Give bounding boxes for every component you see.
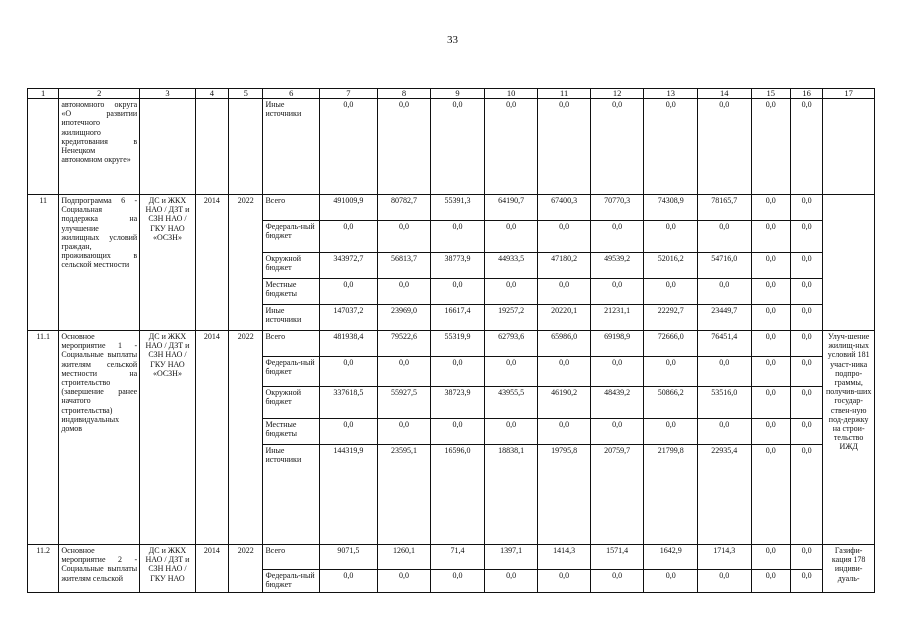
- amount-cell: 65986,0: [538, 331, 591, 357]
- amount-cell: 0,0: [751, 419, 790, 445]
- column-number: 14: [698, 89, 752, 99]
- item-number: 11.1: [28, 331, 59, 545]
- start-year: 2014: [195, 331, 228, 545]
- start-year: [195, 99, 228, 195]
- amount-cell: 43955,5: [484, 387, 538, 419]
- start-year: 2014: [195, 195, 228, 331]
- expected-result: Улуч-шение жилищ-ных условий 181 участ-ника подпро-граммы, получив-ших государ-ствен-ную под-держку на строи-тельство ИЖД: [823, 331, 875, 545]
- funding-source: Местные бюджеты: [263, 419, 320, 445]
- executor: ДС и ЖКХ НАО / ДЗТ и СЗН НАО / ГКУ НАО «ОСЗН»: [140, 331, 196, 545]
- amount-cell: 0,0: [751, 99, 790, 195]
- amount-cell: 0,0: [538, 99, 591, 195]
- column-number: 5: [229, 89, 263, 99]
- amount-cell: 56813,7: [377, 253, 431, 279]
- amount-cell: 0,0: [644, 99, 698, 195]
- amount-cell: 0,0: [790, 195, 822, 221]
- column-number: 12: [590, 89, 644, 99]
- amount-cell: 1714,3: [698, 545, 752, 570]
- item-number: 11.2: [28, 545, 59, 593]
- amount-cell: 16617,4: [431, 305, 485, 331]
- amount-cell: 0,0: [751, 221, 790, 253]
- amount-cell: 21799,8: [644, 445, 698, 545]
- amount-cell: 0,0: [320, 279, 378, 305]
- amount-cell: 47180,2: [538, 253, 591, 279]
- expected-result: [823, 99, 875, 195]
- amount-cell: 0,0: [590, 279, 644, 305]
- funding-source: Местные бюджеты: [263, 279, 320, 305]
- amount-cell: 1642,9: [644, 545, 698, 570]
- amount-cell: 0,0: [538, 357, 591, 387]
- funding-source: Федераль-ный бюджет: [263, 357, 320, 387]
- amount-cell: 46190,2: [538, 387, 591, 419]
- amount-cell: 0,0: [484, 221, 538, 253]
- column-number: 16: [790, 89, 822, 99]
- column-number: 10: [484, 89, 538, 99]
- funding-source: Всего: [263, 545, 320, 570]
- amount-cell: 21231,1: [590, 305, 644, 331]
- amount-cell: 0,0: [590, 221, 644, 253]
- funding-source: Федераль-ный бюджет: [263, 570, 320, 593]
- amount-cell: 55319,9: [431, 331, 485, 357]
- column-number: 17: [823, 89, 875, 99]
- amount-cell: 23595,1: [377, 445, 431, 545]
- amount-cell: 49539,2: [590, 253, 644, 279]
- amount-cell: 0,0: [751, 279, 790, 305]
- item-title: автономного округа «О развитии ипотечного жилищного кредитования в Ненецком автономном округе»: [59, 99, 140, 195]
- amount-cell: 147037,2: [320, 305, 378, 331]
- amount-cell: 0,0: [751, 570, 790, 593]
- amount-cell: 0,0: [698, 570, 752, 593]
- amount-cell: 0,0: [431, 419, 485, 445]
- amount-cell: 0,0: [790, 253, 822, 279]
- amount-cell: 0,0: [751, 445, 790, 545]
- amount-cell: 50866,2: [644, 387, 698, 419]
- amount-cell: 0,0: [790, 221, 822, 253]
- amount-cell: 0,0: [751, 357, 790, 387]
- item-title: Основное мероприятие 2 - Социальные выплаты жителям сельской: [59, 545, 140, 593]
- amount-cell: 0,0: [590, 357, 644, 387]
- amount-cell: 69198,9: [590, 331, 644, 357]
- amount-cell: 0,0: [431, 221, 485, 253]
- amount-cell: 1414,3: [538, 545, 591, 570]
- column-number: 13: [644, 89, 698, 99]
- amount-cell: 144319,9: [320, 445, 378, 545]
- amount-cell: 67400,3: [538, 195, 591, 221]
- amount-cell: 79522,6: [377, 331, 431, 357]
- amount-cell: 0,0: [538, 419, 591, 445]
- amount-cell: 0,0: [320, 221, 378, 253]
- amount-cell: 0,0: [644, 357, 698, 387]
- amount-cell: 0,0: [698, 357, 752, 387]
- amount-cell: 9071,5: [320, 545, 378, 570]
- amount-cell: 491009,9: [320, 195, 378, 221]
- column-number: 2: [59, 89, 140, 99]
- amount-cell: 23449,7: [698, 305, 752, 331]
- amount-cell: 22935,4: [698, 445, 752, 545]
- executor: [140, 99, 196, 195]
- amount-cell: 0,0: [590, 419, 644, 445]
- amount-cell: 0,0: [790, 99, 822, 195]
- amount-cell: 0,0: [538, 570, 591, 593]
- amount-cell: 0,0: [790, 387, 822, 419]
- end-year: 2022: [229, 545, 263, 593]
- amount-cell: 0,0: [644, 419, 698, 445]
- amount-cell: 0,0: [484, 357, 538, 387]
- amount-cell: 0,0: [377, 570, 431, 593]
- amount-cell: 0,0: [590, 570, 644, 593]
- amount-cell: 0,0: [377, 357, 431, 387]
- amount-cell: 0,0: [698, 419, 752, 445]
- amount-cell: 1260,1: [377, 545, 431, 570]
- start-year: 2014: [195, 545, 228, 593]
- funding-source: Всего: [263, 331, 320, 357]
- amount-cell: 0,0: [698, 279, 752, 305]
- amount-cell: 0,0: [538, 279, 591, 305]
- amount-cell: 18838,1: [484, 445, 538, 545]
- amount-cell: 62793,6: [484, 331, 538, 357]
- column-number-row: [28, 89, 875, 99]
- funding-source: Всего: [263, 195, 320, 221]
- amount-cell: 38773,9: [431, 253, 485, 279]
- amount-cell: 54716,0: [698, 253, 752, 279]
- amount-cell: 74308,9: [644, 195, 698, 221]
- table-row: [28, 331, 875, 357]
- item-number: [28, 99, 59, 195]
- funding-source: Федераль-ный бюджет: [263, 221, 320, 253]
- amount-cell: 0,0: [320, 357, 378, 387]
- amount-cell: 53516,0: [698, 387, 752, 419]
- amount-cell: 76451,4: [698, 331, 752, 357]
- program-table: [27, 88, 875, 593]
- column-number: 15: [751, 89, 790, 99]
- amount-cell: 0,0: [320, 419, 378, 445]
- amount-cell: 0,0: [484, 99, 538, 195]
- amount-cell: 1397,1: [484, 545, 538, 570]
- amount-cell: 20220,1: [538, 305, 591, 331]
- item-title: Основное мероприятие 1 - Социальные выплаты жителям сельской местности на строительство (завершение ранее начатого строительства) индивидуальных домов: [59, 331, 140, 545]
- amount-cell: 0,0: [590, 99, 644, 195]
- amount-cell: 55391,3: [431, 195, 485, 221]
- amount-cell: 0,0: [377, 221, 431, 253]
- funding-source: Иные источники: [263, 99, 320, 195]
- amount-cell: 0,0: [790, 419, 822, 445]
- amount-cell: 0,0: [538, 221, 591, 253]
- amount-cell: 0,0: [790, 445, 822, 545]
- amount-cell: 78165,7: [698, 195, 752, 221]
- column-number: 6: [263, 89, 320, 99]
- end-year: [229, 99, 263, 195]
- amount-cell: 19795,8: [538, 445, 591, 545]
- amount-cell: 0,0: [431, 570, 485, 593]
- item-title: Подпрограмма 6 - Социальная поддержка на улучшение жилищных условий граждан, проживающих в сельской местности: [59, 195, 140, 331]
- column-number: 3: [140, 89, 196, 99]
- amount-cell: 0,0: [751, 387, 790, 419]
- amount-cell: 0,0: [484, 279, 538, 305]
- amount-cell: 0,0: [751, 331, 790, 357]
- funding-source: Иные источники: [263, 445, 320, 545]
- amount-cell: 22292,7: [644, 305, 698, 331]
- amount-cell: 70770,3: [590, 195, 644, 221]
- amount-cell: 0,0: [377, 419, 431, 445]
- amount-cell: 0,0: [484, 419, 538, 445]
- table-row: [28, 545, 875, 570]
- end-year: 2022: [229, 195, 263, 331]
- end-year: 2022: [229, 331, 263, 545]
- amount-cell: 55927,5: [377, 387, 431, 419]
- executor: ДС и ЖКХ НАО / ДЗТ и СЗН НАО / ГКУ НАО: [140, 545, 196, 593]
- amount-cell: 23969,0: [377, 305, 431, 331]
- amount-cell: 0,0: [698, 99, 752, 195]
- amount-cell: 0,0: [377, 99, 431, 195]
- amount-cell: 80782,7: [377, 195, 431, 221]
- amount-cell: 16596,0: [431, 445, 485, 545]
- executor: ДС и ЖКХ НАО / ДЗТ и СЗН НАО / ГКУ НАО «ОСЗН»: [140, 195, 196, 331]
- amount-cell: 0,0: [790, 570, 822, 593]
- amount-cell: 44933,5: [484, 253, 538, 279]
- amount-cell: 481938,4: [320, 331, 378, 357]
- amount-cell: 48439,2: [590, 387, 644, 419]
- column-number: 4: [195, 89, 228, 99]
- amount-cell: 0,0: [790, 331, 822, 357]
- column-number: 9: [431, 89, 485, 99]
- amount-cell: 0,0: [431, 357, 485, 387]
- column-number: 11: [538, 89, 591, 99]
- amount-cell: 0,0: [790, 305, 822, 331]
- expected-result: Газифи-кация 178 индиви-дуаль-: [823, 545, 875, 593]
- amount-cell: 0,0: [751, 545, 790, 570]
- column-number: 8: [377, 89, 431, 99]
- amount-cell: 0,0: [751, 305, 790, 331]
- amount-cell: 0,0: [751, 195, 790, 221]
- amount-cell: 20759,7: [590, 445, 644, 545]
- page-number: 33: [447, 34, 458, 46]
- amount-cell: 38723,9: [431, 387, 485, 419]
- amount-cell: 0,0: [377, 279, 431, 305]
- amount-cell: 19257,2: [484, 305, 538, 331]
- amount-cell: 0,0: [751, 253, 790, 279]
- item-number: 11: [28, 195, 59, 331]
- funding-source: Окружной бюджет: [263, 387, 320, 419]
- column-number: 7: [320, 89, 378, 99]
- amount-cell: 343972,7: [320, 253, 378, 279]
- amount-cell: 0,0: [320, 99, 378, 195]
- amount-cell: 0,0: [698, 221, 752, 253]
- amount-cell: 0,0: [790, 545, 822, 570]
- amount-cell: 337618,5: [320, 387, 378, 419]
- amount-cell: 1571,4: [590, 545, 644, 570]
- amount-cell: 0,0: [644, 570, 698, 593]
- amount-cell: 52016,2: [644, 253, 698, 279]
- amount-cell: 0,0: [431, 99, 485, 195]
- amount-cell: 72666,0: [644, 331, 698, 357]
- column-number: 1: [28, 89, 59, 99]
- amount-cell: 71,4: [431, 545, 485, 570]
- table-row: [28, 195, 875, 221]
- amount-cell: 0,0: [644, 221, 698, 253]
- amount-cell: 0,0: [431, 279, 485, 305]
- funding-source: Окружной бюджет: [263, 253, 320, 279]
- funding-source: Иные источники: [263, 305, 320, 331]
- table-row: [28, 99, 875, 195]
- amount-cell: 0,0: [790, 357, 822, 387]
- amount-cell: 64190,7: [484, 195, 538, 221]
- expected-result: [823, 195, 875, 331]
- amount-cell: 0,0: [790, 279, 822, 305]
- amount-cell: 0,0: [320, 570, 378, 593]
- amount-cell: 0,0: [484, 570, 538, 593]
- amount-cell: 0,0: [644, 279, 698, 305]
